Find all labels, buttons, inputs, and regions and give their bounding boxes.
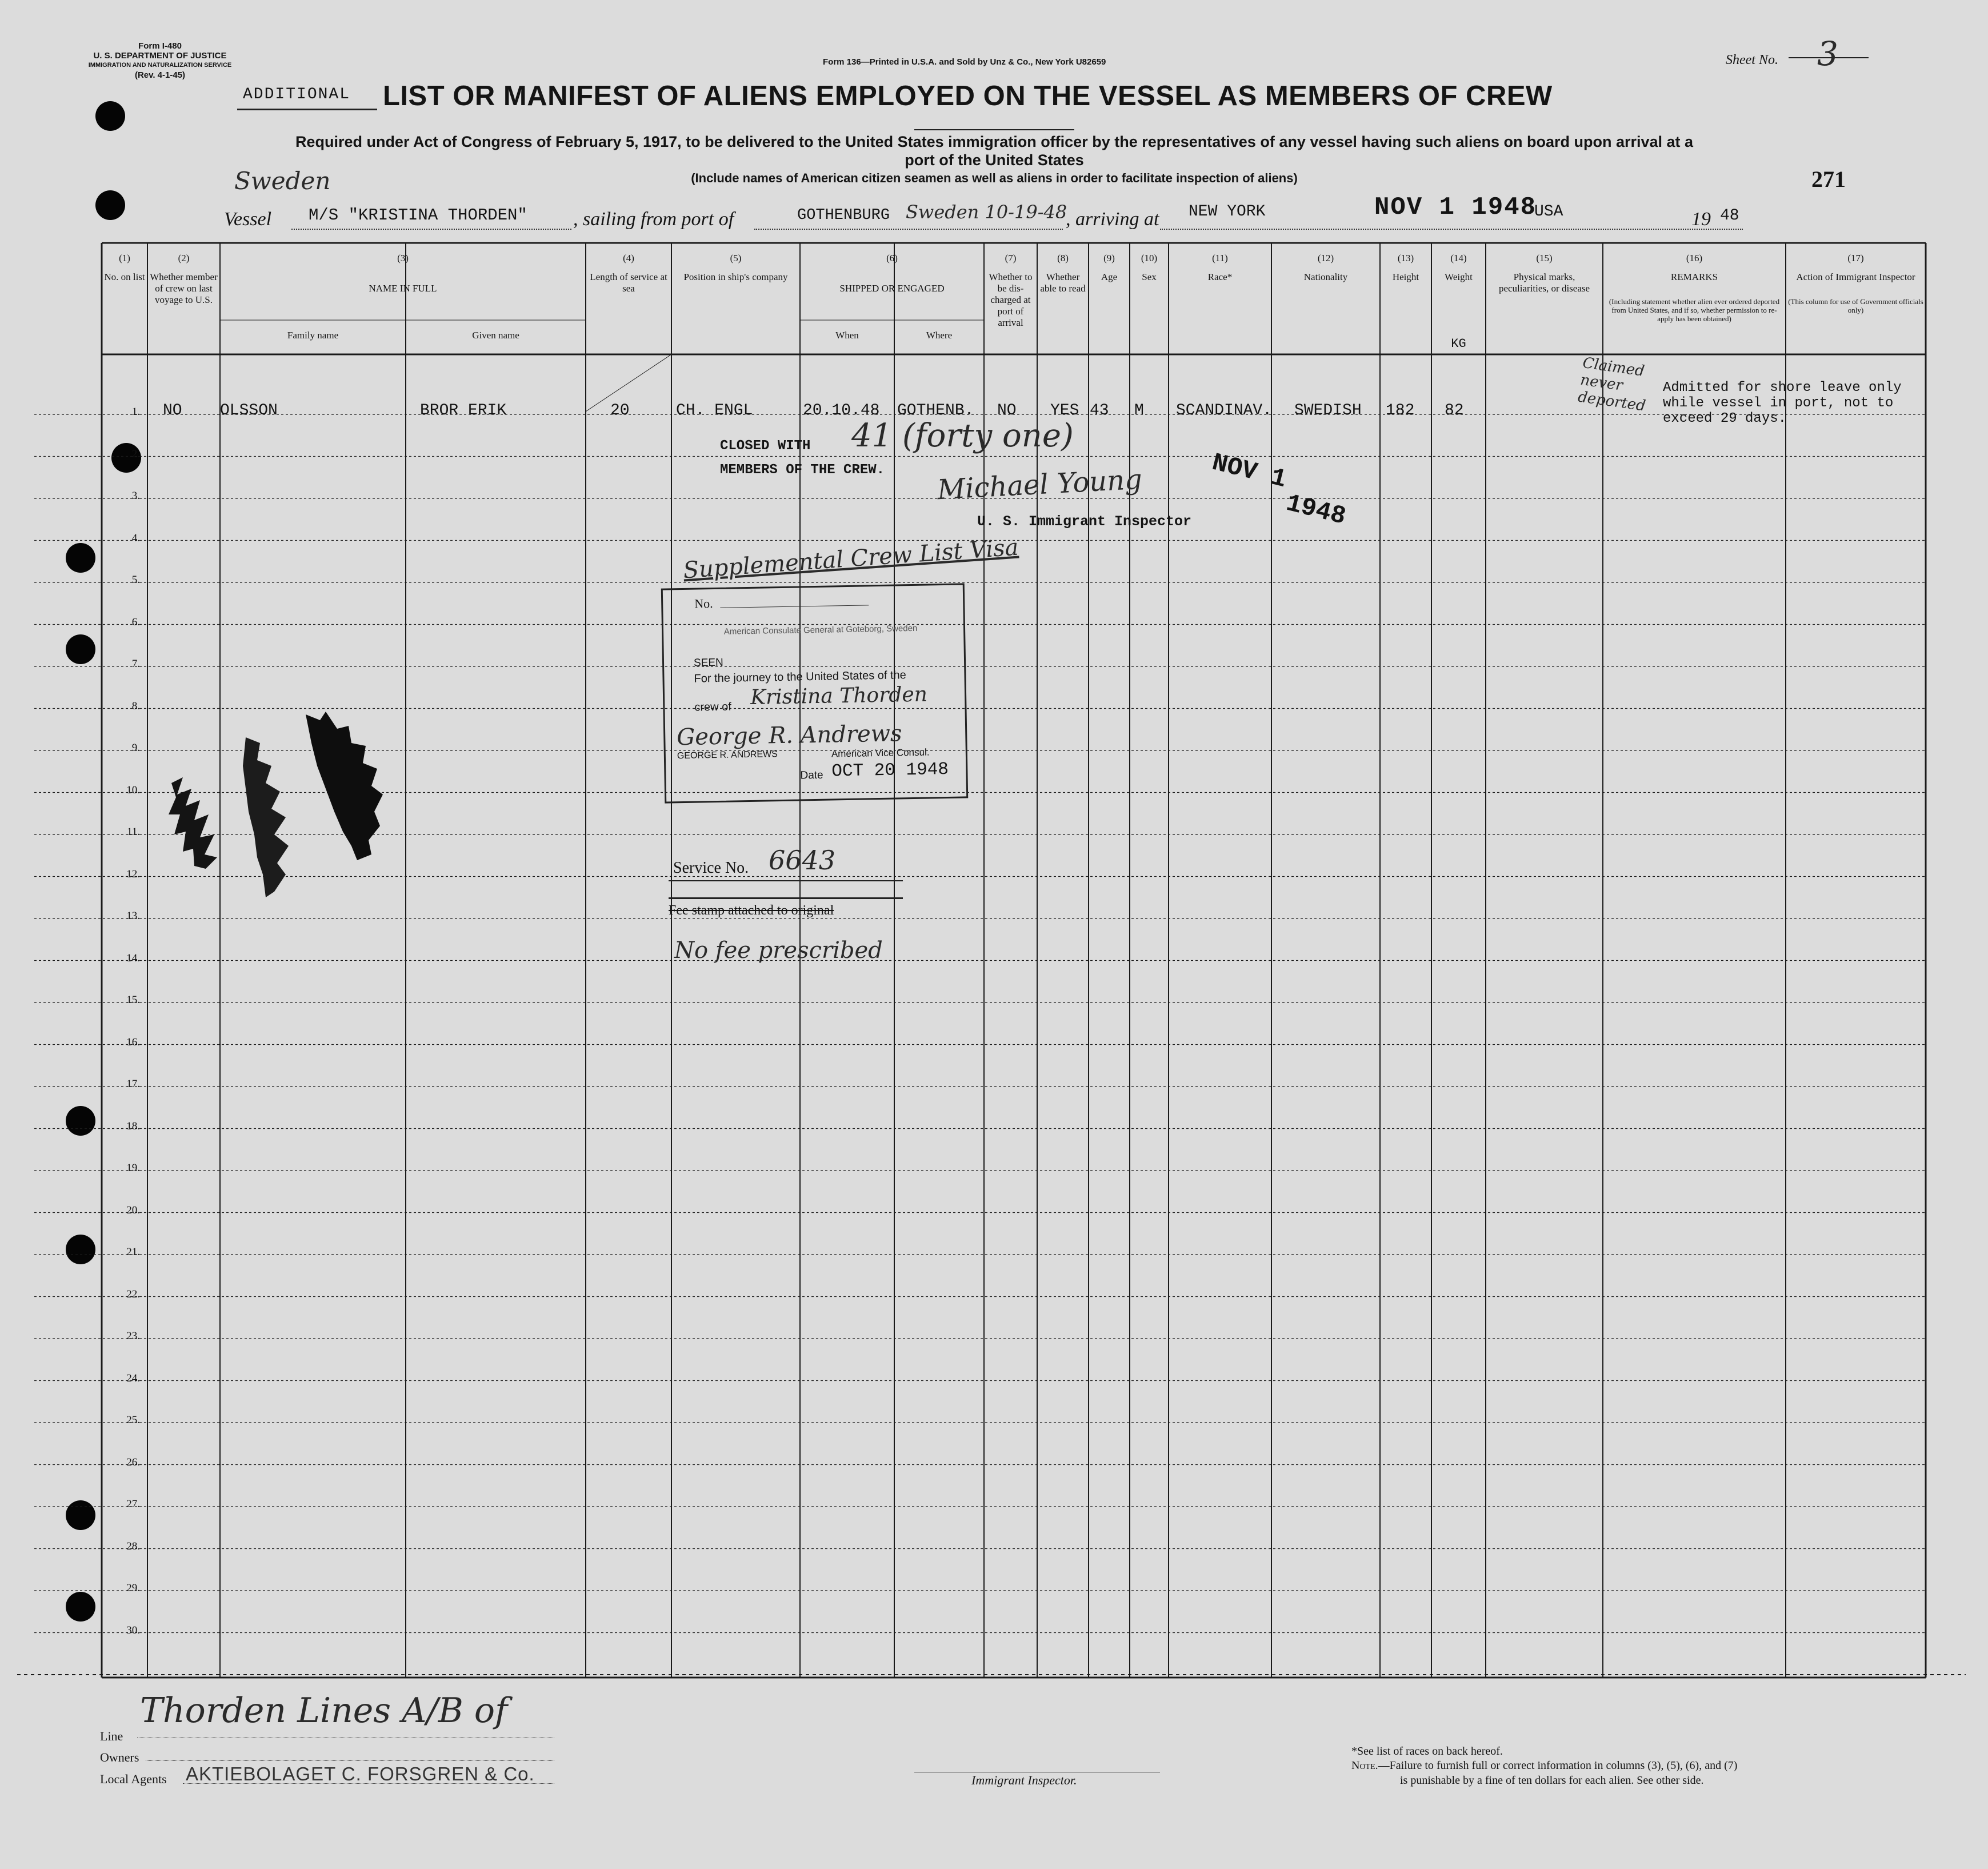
sheet-label: Sheet No. (1726, 53, 1778, 67)
row-number: 9. (131, 742, 140, 754)
sailing-label: , sailing from port of (573, 209, 734, 230)
form-revision: (Rev. 4-1-45) (134, 70, 186, 80)
penalty-note-2: is punishable by a fine of ten dollars for each alien. See other side. (1400, 1774, 1704, 1787)
cell-height: 182 (1386, 402, 1415, 420)
department-name: U. S. DEPARTMENT OF JUSTICE (93, 51, 227, 61)
seal-left (169, 777, 217, 869)
printer-line: Form 136—Printed in U.S.A. and Sold by Unz & Co., New York U82659 (823, 57, 1106, 67)
subtitle-line-1: Required under Act of Congress of February 5, 1917, to be delivered to the United States immigration officer by the representatives of any vessel having such aliens on board upon arrival at a (295, 133, 1694, 150)
column-header: Length of service at sea (590, 271, 667, 294)
row-number: 20. (126, 1204, 140, 1216)
port-to: NEW YORK (1189, 203, 1266, 221)
date-stamp-month: NOV 1 (1209, 448, 1290, 495)
cell-family-name: OLSSON (220, 402, 278, 420)
column-number: (17) (1847, 253, 1864, 263)
consular-date: OCT 20 1948 (831, 759, 949, 782)
year-prefix: 19 (1691, 209, 1711, 230)
column-header: Position in ship's company (683, 271, 788, 282)
consular-no-label: No. (694, 596, 713, 611)
penalty-note (1351, 1759, 1737, 1772)
supplemental-handwritten: Supplemental Crew List Visa (682, 534, 1019, 584)
cell-age: 43 (1090, 402, 1109, 420)
no-fee-handwritten: No fee prescribed (674, 937, 883, 964)
column-subheader: Family name (287, 330, 339, 341)
row-number: 16. (126, 1036, 140, 1048)
remarks-handwritten: Claimed never deported (1577, 354, 1647, 415)
vice-consul-label: American Vice Consul. (831, 746, 930, 760)
column-header: Nationality (1303, 271, 1348, 282)
column-header: NAME IN FULL (369, 283, 437, 294)
row-number: 19. (126, 1162, 140, 1174)
column-number: (8) (1057, 253, 1069, 263)
consulate-name: American Consulate General at Goteborg, Sweden (723, 623, 918, 637)
agents-label: Local Agents (100, 1772, 167, 1786)
consul-name: GEORGE R. ANDREWS (677, 749, 778, 761)
column-note: (Including statement whether alien ever ordered deported from United States, and if so, whether permission to re-apply has been obtained) (1609, 297, 1780, 323)
port-from-handwritten: Sweden 10-19-48 (906, 201, 1067, 223)
seal-marks (160, 703, 423, 932)
remarks-line-2: while vessel in port, not to (1663, 396, 1894, 411)
row-number: 22. (126, 1288, 140, 1300)
service-name: IMMIGRATION AND NATURALIZATION SERVICE (88, 62, 232, 69)
page-title: LIST OR MANIFEST OF ALIENS EMPLOYED ON THE VESSEL AS MEMBERS OF CREW (383, 81, 1553, 111)
cell-able-to-read: YES (1050, 402, 1079, 420)
immigrant-inspector-label: Immigrant Inspector. (971, 1773, 1077, 1787)
note-label: Note. (1351, 1759, 1378, 1772)
closed-with-label: CLOSED WITH (720, 438, 811, 454)
row-number: 29. (126, 1582, 140, 1594)
arriving-label: , arriving at (1066, 209, 1159, 230)
column-number: (1) (119, 253, 130, 263)
column-header: Age (1101, 271, 1118, 282)
subtitle-line-2: port of the United States (905, 151, 1084, 169)
races-note: *See list of races on back hereof. (1351, 1745, 1503, 1758)
consular-ship-handwritten: Kristina Thorden (750, 682, 928, 709)
cell-sex: M (1134, 402, 1144, 420)
column-number: (5) (730, 253, 742, 263)
column-number: (15) (1536, 253, 1553, 263)
row-number: 2. (131, 448, 140, 460)
cell-nationality: SWEDISH (1294, 402, 1362, 420)
row-number: 26. (126, 1456, 140, 1468)
column-header: Sex (1142, 271, 1157, 282)
column-subheader: Where (926, 330, 953, 341)
cell-position: CH. ENGL (676, 402, 753, 420)
row-number: 1. (131, 406, 140, 418)
row-number: 18. (126, 1120, 140, 1132)
column-number: (11) (1212, 253, 1228, 263)
column-header: Whether member of crew on last voyage to U.S. (150, 271, 218, 305)
column-number: (3) (397, 253, 409, 263)
cell-race: SCANDINAV. (1176, 402, 1273, 420)
consular-date-label: Date (800, 769, 823, 782)
column-header: Weight (1445, 271, 1473, 282)
consular-no-line (720, 605, 869, 608)
row-number: 13. (126, 910, 140, 922)
arrival-date-stamp: NOV 1 1948 (1374, 193, 1537, 222)
row-number: 8. (131, 700, 140, 712)
row-number: 25. (126, 1414, 140, 1426)
column-header: Height (1392, 271, 1419, 282)
cell-last-voyage: NO (163, 402, 182, 420)
members-label: MEMBERS OF THE CREW. (720, 462, 885, 478)
row-number: 4. (131, 532, 140, 544)
row-number: 27. (126, 1498, 140, 1510)
agents-value: AKTIEBOLAGET C. FORSGREN & Co. (186, 1763, 535, 1784)
cell-given-name: BROR ERIK (420, 402, 507, 420)
consul-signature: George R. Andrews (676, 720, 902, 751)
column-number: (4) (623, 253, 634, 263)
row-number: 3. (131, 490, 140, 502)
form-id: Form I-480 (138, 41, 182, 51)
column-header: Physical marks, peculiarities, or disease (1498, 271, 1590, 294)
row-number: 7. (131, 658, 140, 670)
row-number: 28. (126, 1540, 140, 1552)
line-label: Line (100, 1729, 123, 1743)
strike-line (669, 897, 903, 899)
port-from: GOTHENBURG (797, 207, 890, 224)
column-header: Race* (1207, 271, 1233, 282)
cell-service: 20 (610, 402, 630, 420)
owners-underline (146, 1760, 554, 1761)
subtitle-line-3: (Include names of American citizen seamen as well as aliens in order to facilitate inspection of aliens) (691, 171, 1298, 185)
inspector-label: U. S. Immigrant Inspector (977, 513, 1192, 530)
column-number: (2) (178, 253, 190, 263)
vessel-name: M/S "KRISTINA THORDEN" (309, 206, 527, 225)
column-header: Whether to be dis-charged at port of arrival (989, 271, 1033, 328)
fee-struck-text: Fee stamp attached to original (669, 903, 834, 918)
column-header: REMARKS (1670, 271, 1718, 282)
row-number: 21. (126, 1246, 140, 1258)
column-number: (14) (1450, 253, 1467, 263)
country-handwritten: Sweden (234, 167, 331, 195)
column-subheader: Given name (472, 330, 519, 341)
inspector-signature: Michael Young (936, 463, 1143, 506)
column-header: No. on list (104, 271, 145, 282)
row-number: 11. (126, 826, 140, 838)
row-number: 23. (126, 1330, 140, 1342)
consular-stamp (661, 583, 968, 803)
seal-right (306, 712, 383, 860)
row-number: 24. (126, 1372, 140, 1384)
column-number: (7) (1005, 253, 1017, 263)
row-number: 30. (126, 1624, 140, 1636)
column-number: (13) (1397, 253, 1414, 263)
service-number: 6643 (769, 845, 836, 876)
service-underline (669, 880, 903, 881)
row-number: 17. (126, 1078, 140, 1090)
page-number: 271 (1811, 166, 1846, 192)
column-number: (12) (1317, 253, 1334, 263)
date-stamp-year: 1948 (1283, 489, 1349, 532)
country-to: USA (1534, 203, 1563, 221)
seal-middle (243, 737, 289, 897)
owners-label: Owners (100, 1750, 139, 1764)
row-number: 5. (131, 574, 140, 586)
crew-count-handwritten: 41 (forty one) (851, 417, 1074, 454)
cell-weight: 82 (1445, 402, 1464, 420)
line-handwritten: Thorden Lines A/B of (140, 1691, 508, 1731)
column-number: (10) (1141, 253, 1158, 263)
year-value: 48 (1720, 207, 1739, 225)
cell-discharged: NO (997, 402, 1017, 420)
column-header: Whether able to read (1040, 271, 1086, 294)
row-number: 14. (126, 952, 140, 964)
remarks-line-3: exceed 29 days. (1663, 411, 1787, 426)
sheet-number: 3 (1817, 34, 1838, 73)
column-number: (9) (1103, 253, 1115, 263)
vessel-label: Vessel (224, 209, 272, 230)
row-number: 10. (126, 784, 140, 796)
row-number: 15. (126, 994, 140, 1006)
column-number: (6) (886, 253, 898, 263)
row-number: 6. (131, 616, 140, 628)
remarks-typed (1663, 380, 1902, 426)
seen-label: SEEN (693, 656, 723, 669)
remarks-line-1: Admitted for shore leave only (1663, 380, 1902, 396)
crew-of-label: crew of (694, 700, 732, 714)
additional-stamp: ADDITIONAL (243, 86, 351, 103)
column-header: SHIPPED OR ENGAGED (839, 283, 945, 294)
journey-label: For the journey to the United States of the (694, 669, 906, 685)
cell-shipped-when: 20.10.48 (803, 402, 880, 420)
cell-shipped-where: GOTHENB. (897, 402, 974, 420)
column-note: (This column for use of Government officials only) (1788, 297, 1923, 314)
column-header: Action of Immigrant Inspector (1796, 271, 1915, 282)
weight-unit: KG (1451, 337, 1466, 351)
note-text: —Failure to furnish full or correct information in columns (3), (5), (6), and (7) (1378, 1759, 1738, 1772)
column-number: (16) (1686, 253, 1703, 263)
service-label: Service No. (673, 859, 749, 877)
row-number: 12. (126, 868, 140, 880)
column-subheader: When (835, 330, 859, 341)
